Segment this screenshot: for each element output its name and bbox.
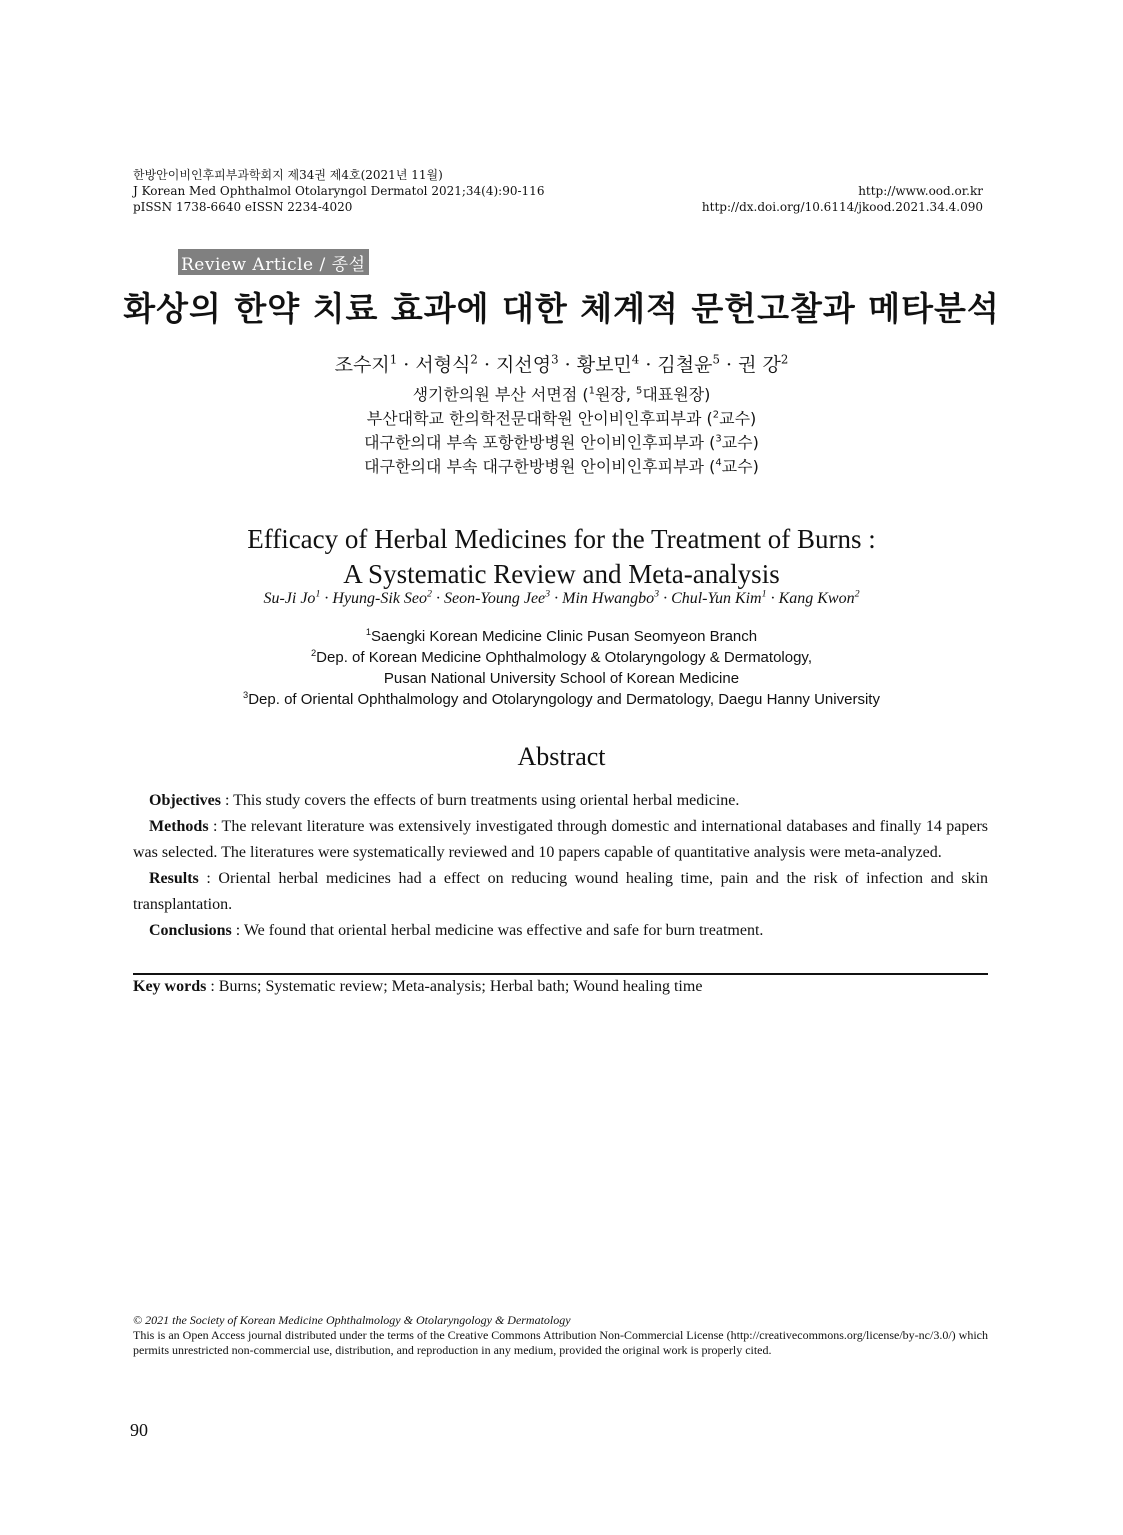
author-separator: ·: [431, 590, 444, 607]
author-affiliation-mark: 5: [712, 352, 720, 367]
affiliation-mark: 2: [712, 409, 720, 421]
author-separator: ·: [766, 590, 779, 607]
english-author: [671, 590, 767, 607]
author-name: Kang Kwon: [778, 590, 855, 607]
author-affiliation-mark: 2: [427, 588, 432, 600]
abstract-section-label: Methods: [149, 818, 209, 835]
author-separator: ·: [639, 354, 658, 376]
korean-affiliations: [0, 383, 1123, 479]
author-affiliation-mark: 3: [545, 588, 551, 600]
korean-affiliation: [0, 383, 1123, 407]
abstract-section-text: : The relevant literature was extensively investigated through domestic and international databases and finally 14 papers was selected. The literatures were systematically reviewed and 10 papers capable of quantitative analysis were meta-analyzed.: [133, 818, 988, 861]
journal-name-korean: 한방안이비인후피부과학회지 제34권 제4호(2021년 11월): [133, 168, 443, 182]
license-footer: [133, 1313, 988, 1358]
korean-author: [335, 354, 398, 376]
english-affiliation: [0, 668, 1123, 689]
affiliation-mark: 4: [715, 457, 722, 469]
english-title-line-2: A Systematic Review and Meta-analysis: [343, 559, 780, 589]
author-name: 김철윤: [657, 354, 713, 376]
abstract-paragraph: [133, 788, 988, 814]
english-author: [779, 590, 860, 607]
author-affiliation-mark: 1: [761, 588, 767, 600]
korean-title: 화상의 한약 치료 효과에 대한 체계적 문헌고찰과 메타분석: [123, 289, 1000, 328]
author-affiliation-mark: 1: [389, 352, 398, 367]
korean-affiliation: [0, 431, 1123, 455]
abstract-paragraph: [133, 814, 988, 866]
article-type-badge: Review Article / 종설: [178, 249, 369, 275]
keywords-label: Key words: [133, 978, 207, 995]
keywords-text: : Burns; Systematic review; Meta-analysis; Herbal bath; Wound healing time: [206, 978, 703, 995]
affiliation-text: 원장,: [594, 385, 637, 404]
english-author: [444, 590, 550, 607]
abstract-section-label: Results: [149, 870, 199, 887]
affiliation-text: 생기한의원 부산 서면점 (: [412, 385, 589, 404]
author-name: 권 강: [738, 354, 781, 376]
korean-authors: [0, 350, 1123, 377]
website-link[interactable]: http://www.ood.or.kr: [858, 184, 983, 198]
affiliation-text: Pusan National University School of Korean Medicine: [383, 670, 740, 687]
korean-author: [415, 354, 478, 376]
author-affiliation-mark: 1: [315, 588, 321, 600]
abstract-section-text: : Oriental herbal medicines had a effect on reducing wound healing time, pain and the risk of infection and skin transplantation.: [133, 870, 988, 913]
korean-author: [496, 354, 559, 376]
author-separator: ·: [719, 354, 739, 376]
journal-links: [702, 183, 983, 215]
abstract-section-text: : This study covers the effects of burn treatments using oriental herbal medicine.: [220, 792, 740, 809]
keywords-line: [133, 978, 702, 996]
affiliation-text: Dep. of Oriental Ophthalmology and Otolaryngology and Dermatology, Daegu Hanny University: [248, 691, 880, 708]
affiliation-text: 대구한의대 부속 대구한방병원 안이비인후피부과 (: [364, 457, 716, 476]
author-affiliation-mark: 4: [631, 352, 640, 367]
abstract-section-text: : We found that oriental herbal medicine was effective and safe for burn treatment.: [231, 922, 764, 939]
affiliation-mark: 3: [243, 690, 249, 700]
affiliation-text: 부산대학교 한의학전문대학원 안이비인후피부과 (: [366, 409, 713, 428]
affiliation-mark: 2: [311, 648, 317, 658]
korean-author: [657, 354, 720, 376]
author-name: 조수지: [334, 354, 390, 376]
author-separator: ·: [477, 354, 497, 376]
author-separator: ·: [320, 590, 333, 607]
korean-author: [738, 354, 788, 376]
author-name: Seon-Young Jee: [443, 590, 546, 607]
affiliation-text: 대구한의대 부속 포항한방병원 안이비인후피부과 (: [364, 433, 716, 452]
affiliation-text: 교수): [721, 457, 759, 476]
affiliation-mark: 1: [588, 385, 595, 397]
author-separator: ·: [659, 590, 672, 607]
issn-line: pISSN 1738-6640 eISSN 2234-4020: [133, 200, 353, 214]
affiliation-text: Saengki Korean Medicine Clinic Pusan Seomyeon Branch: [371, 628, 758, 645]
license-text: This is an Open Access journal distributed under the terms of the Creative Commons Attribution Non-Commercial License (http://creativecommons.org/license/by-nc/3.0/) which permits unrestricted non-commercial use, distribution, and reproduction in any medium, provided the original work is properly cited.: [133, 1328, 988, 1357]
page-number: 90: [130, 1420, 148, 1440]
affiliation-mark: 1: [365, 627, 372, 637]
author-separator: ·: [558, 354, 577, 376]
author-name: Chul-Yun Kim: [671, 590, 762, 607]
author-affiliation-mark: 2: [854, 588, 860, 600]
english-author: [562, 590, 659, 607]
affiliation-mark: 3: [715, 433, 722, 445]
journal-citation: J Korean Med Ophthalmol Otolaryngol Dermatol 2021;34(4):90-116: [133, 184, 545, 198]
affiliation-mark: 5: [636, 385, 643, 397]
affiliation-text: Dep. of Korean Medicine Ophthalmology & Otolaryngology & Dermatology,: [316, 649, 812, 666]
affiliation-text: 교수): [719, 409, 757, 428]
abstract-body: [133, 788, 988, 944]
author-name: 황보민: [576, 354, 632, 376]
affiliation-text: 교수): [721, 433, 759, 452]
english-affiliations: [0, 626, 1123, 710]
divider-rule: [133, 973, 988, 975]
journal-header: [133, 167, 693, 215]
author-affiliation-mark: 3: [551, 352, 559, 367]
affiliation-text: 대표원장): [642, 385, 711, 404]
english-author: [332, 590, 432, 607]
english-title: [0, 522, 1123, 592]
abstract-section-label: Objectives: [149, 792, 221, 809]
korean-affiliation: [0, 407, 1123, 431]
abstract-section-label: Conclusions: [149, 922, 232, 939]
author-affiliation-mark: 2: [470, 352, 478, 367]
english-authors: [0, 590, 1123, 608]
author-name: Min Hwangbo: [562, 590, 655, 607]
author-separator: ·: [550, 590, 563, 607]
author-name: Su-Ji Jo: [263, 590, 316, 607]
korean-author: [577, 354, 640, 376]
abstract-heading: Abstract: [517, 742, 606, 771]
english-affiliation: [0, 689, 1123, 710]
korean-affiliation: [0, 455, 1123, 479]
doi-link[interactable]: http://dx.doi.org/10.6114/jkood.2021.34.4.090: [701, 200, 983, 214]
author-name: Hyung-Sik Seo: [332, 590, 428, 607]
english-title-line-1: Efficacy of Herbal Medicines for the Treatment of Burns :: [247, 524, 876, 554]
author-separator: ·: [397, 354, 416, 376]
abstract-paragraph: [133, 918, 988, 944]
author-affiliation-mark: 3: [654, 588, 660, 600]
english-author: [263, 590, 320, 607]
english-affiliation: [0, 626, 1123, 647]
copyright-line: © 2021 the Society of Korean Medicine Ophthalmology & Otolaryngology & Dermatology: [133, 1313, 571, 1327]
author-affiliation-mark: 2: [780, 352, 789, 367]
english-affiliation: [0, 647, 1123, 668]
author-name: 지선영: [496, 354, 552, 376]
abstract-paragraph: [133, 866, 988, 918]
author-name: 서형식: [415, 354, 471, 376]
